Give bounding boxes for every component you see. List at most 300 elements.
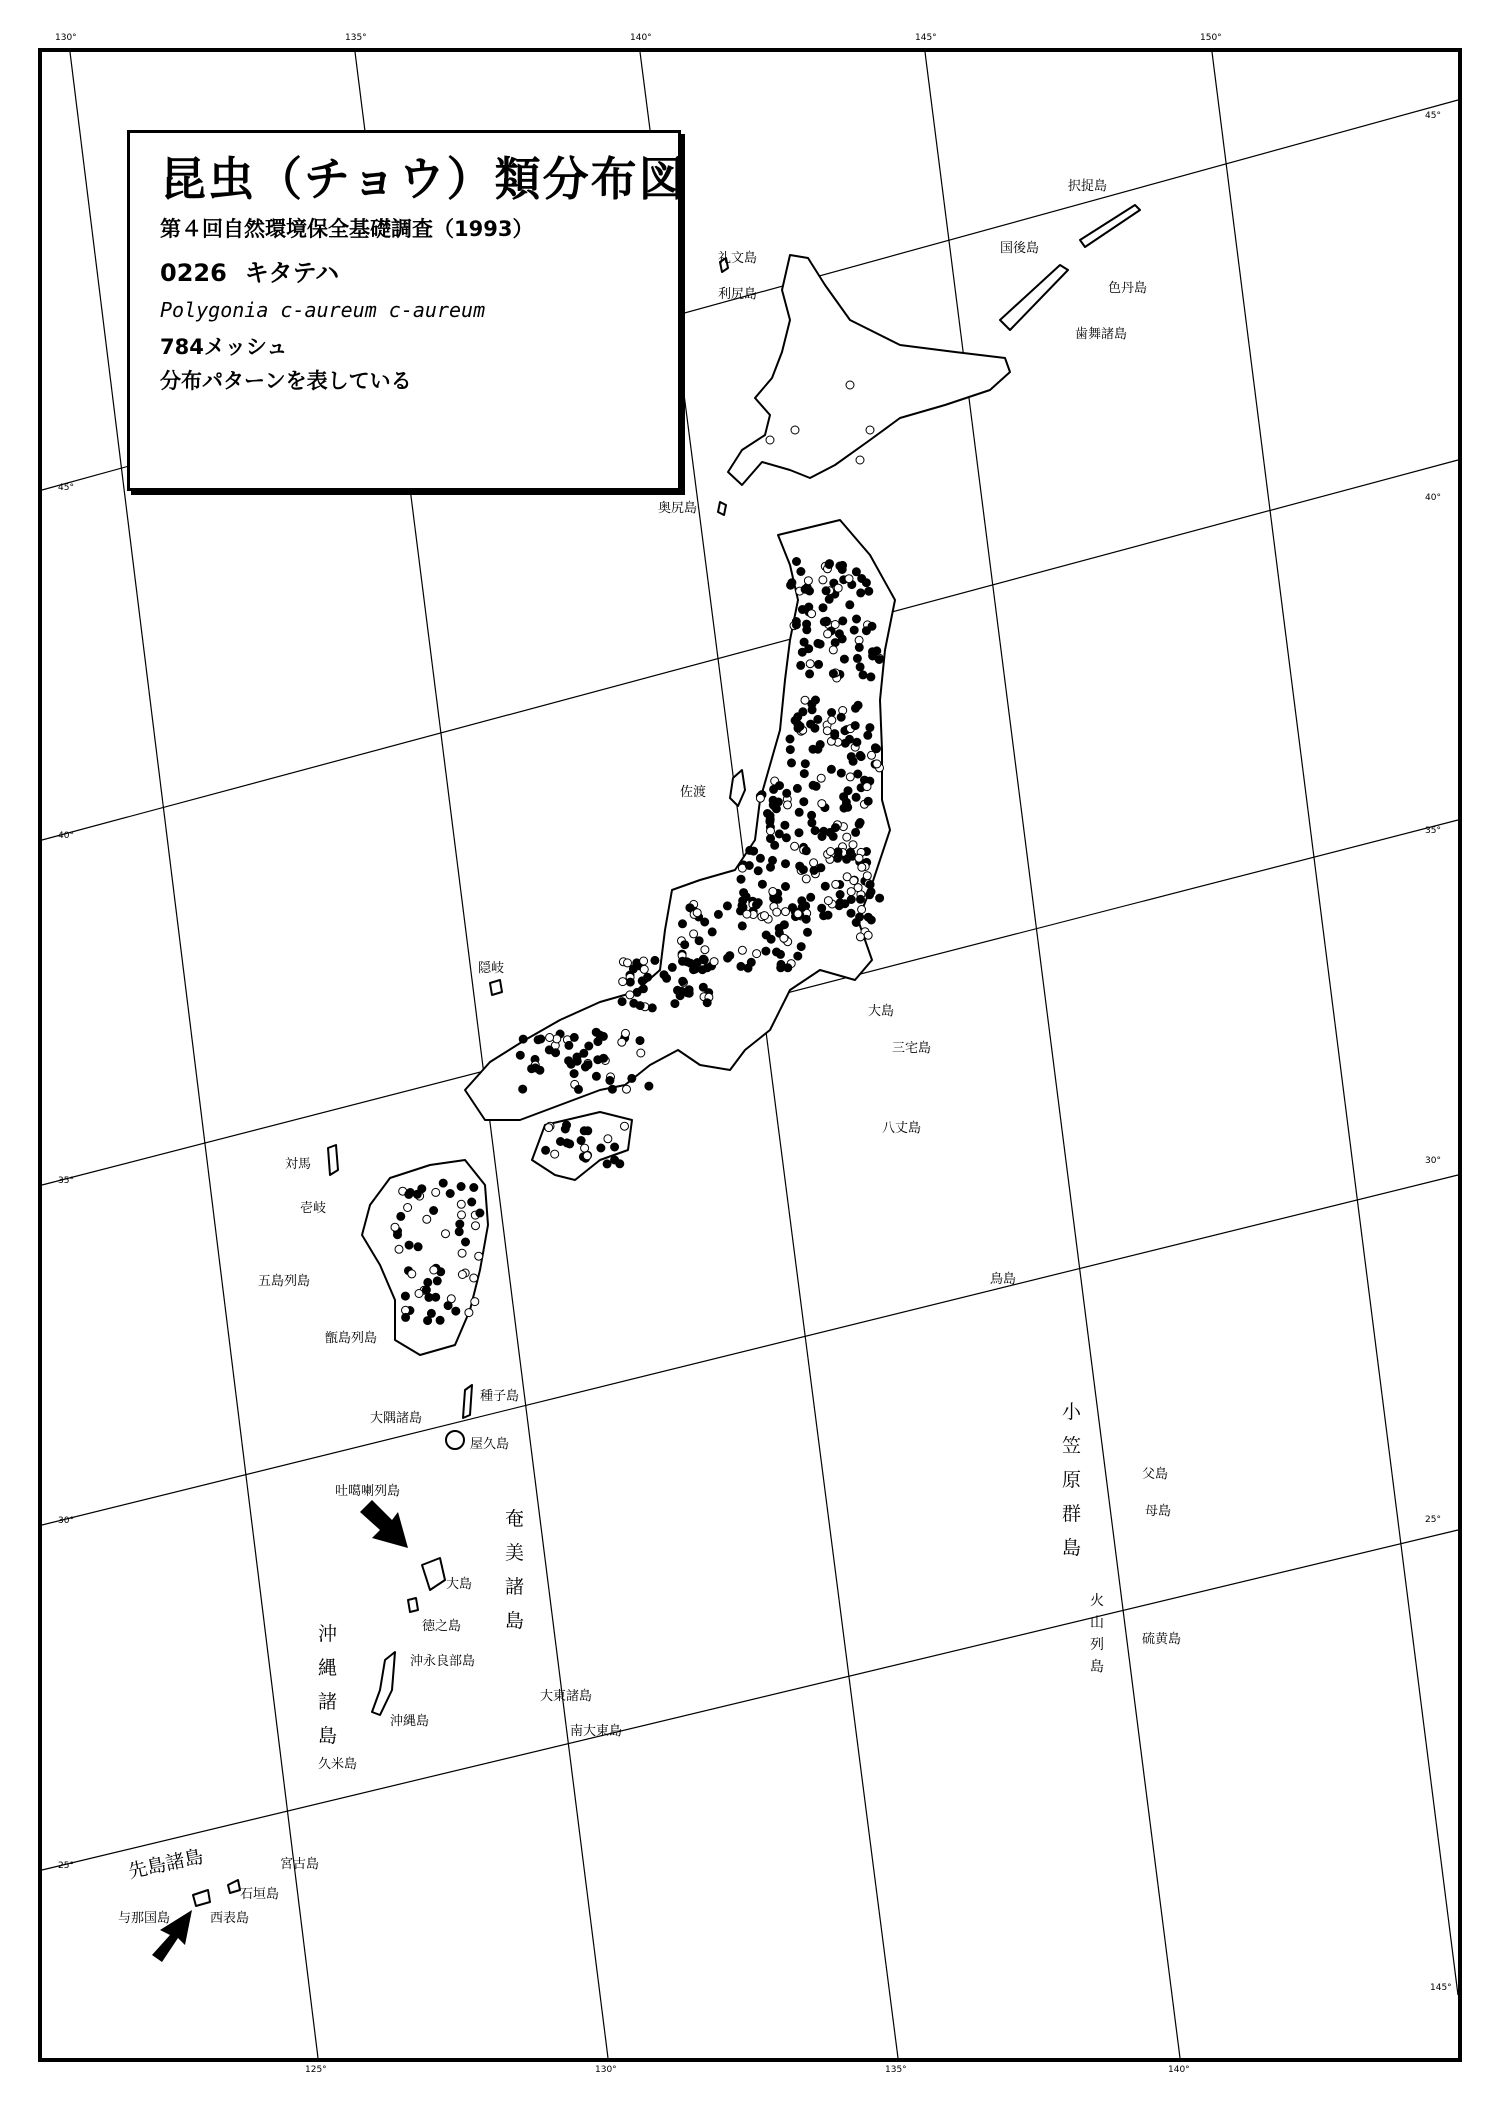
- filled-occurrence-dot: [433, 1277, 441, 1285]
- label-shikotan: 色丹島: [1108, 281, 1148, 296]
- filled-occurrence-dot: [836, 891, 844, 899]
- filled-occurrence-dot: [812, 696, 820, 704]
- bottom-label: 140°: [1168, 2065, 1190, 2075]
- filled-occurrence-dot: [847, 848, 855, 856]
- open-occurrence-dot: [794, 910, 802, 918]
- label-okinawa: 沖縄島: [390, 1714, 430, 1729]
- label-hachijo: 八丈島: [882, 1121, 922, 1136]
- label-habomai: 歯舞諸島: [1075, 327, 1128, 342]
- filled-occurrence-dot: [835, 630, 843, 638]
- open-occurrence-dot: [846, 381, 854, 389]
- filled-occurrence-dot: [856, 663, 864, 671]
- open-occurrence-dot: [784, 801, 792, 809]
- open-occurrence-dot: [863, 783, 871, 791]
- filled-occurrence-dot: [739, 903, 747, 911]
- kunashiri-island: [1000, 265, 1068, 330]
- filled-occurrence-dot: [828, 709, 836, 717]
- filled-occurrence-dot: [852, 828, 860, 836]
- open-occurrence-dot: [701, 946, 709, 954]
- filled-occurrence-dot: [452, 1307, 460, 1315]
- survey-name: 第４回自然環境保全基礎調査（1993）: [160, 217, 534, 241]
- label-sakishima: 先島諸島: [126, 1845, 206, 1883]
- filled-occurrence-dot: [699, 983, 707, 991]
- filled-occurrence-dot: [756, 854, 764, 862]
- label-tokunoshima: 徳之島: [422, 1619, 462, 1634]
- filled-occurrence-dot: [570, 1033, 578, 1041]
- filled-occurrence-dot: [394, 1231, 402, 1239]
- open-occurrence-dot: [545, 1124, 553, 1132]
- label-koshiki: 甑島列島: [325, 1331, 378, 1346]
- filled-occurrence-dot: [866, 724, 874, 732]
- right-label: 35°: [1425, 826, 1441, 836]
- filled-occurrence-dot: [455, 1228, 463, 1236]
- filled-occurrence-dot: [858, 575, 866, 583]
- top-label: 150°: [1200, 33, 1222, 43]
- open-occurrence-dot: [415, 1290, 423, 1298]
- filled-occurrence-dot: [780, 921, 788, 929]
- filled-occurrence-dot: [679, 957, 687, 965]
- open-occurrence-dot: [791, 426, 799, 434]
- filled-occurrence-dot: [808, 811, 816, 819]
- filled-occurrence-dot: [793, 558, 801, 566]
- label-ishigaki: 石垣島: [240, 1887, 280, 1902]
- open-occurrence-dot: [808, 610, 816, 618]
- filled-occurrence-dot: [847, 909, 855, 917]
- filled-occurrence-dot: [825, 561, 833, 569]
- open-occurrence-dot: [782, 908, 790, 916]
- filled-occurrence-dot: [783, 789, 791, 797]
- filled-occurrence-dot: [831, 731, 839, 739]
- filled-occurrence-dot: [837, 713, 845, 721]
- filled-occurrence-dot: [855, 643, 863, 651]
- open-occurrence-dot: [470, 1274, 478, 1282]
- filled-occurrence-dot: [844, 787, 852, 795]
- filled-occurrence-dot: [402, 1313, 410, 1321]
- open-occurrence-dot: [458, 1249, 466, 1257]
- open-occurrence-dot: [832, 880, 840, 888]
- filled-occurrence-dot: [820, 827, 828, 835]
- filled-occurrence-dot: [468, 1198, 476, 1206]
- okinawa-island: [372, 1652, 395, 1715]
- filled-occurrence-dot: [422, 1286, 430, 1294]
- top-label: 145°: [915, 33, 937, 43]
- open-occurrence-dot: [423, 1215, 431, 1223]
- filled-occurrence-dot: [809, 745, 817, 753]
- open-occurrence-dot: [432, 1188, 440, 1196]
- filled-occurrence-dot: [519, 1085, 527, 1093]
- open-occurrence-dot: [621, 1122, 629, 1130]
- filled-occurrence-dot: [531, 1064, 539, 1072]
- scientific-name: Polygonia c-aureum c-aureum: [160, 298, 486, 322]
- tsushima-island: [328, 1145, 338, 1175]
- filled-occurrence-dot: [840, 804, 848, 812]
- label-amami-group: 奄美諸島: [505, 1508, 525, 1632]
- filled-occurrence-dot: [868, 622, 876, 630]
- filled-occurrence-dot: [557, 1138, 565, 1146]
- label-chichijima: 父島: [1142, 1467, 1169, 1482]
- open-occurrence-dot: [604, 1135, 612, 1143]
- filled-occurrence-dot: [397, 1212, 405, 1220]
- label-yonaguni: 与那国島: [118, 1911, 171, 1926]
- filled-occurrence-dot: [764, 810, 772, 818]
- open-occurrence-dot: [475, 1252, 483, 1260]
- filled-occurrence-dot: [854, 701, 862, 709]
- filled-occurrence-dot: [808, 819, 816, 827]
- filled-occurrence-dot: [853, 615, 861, 623]
- label-osumi: 大隅諸島: [370, 1411, 423, 1426]
- filled-occurrence-dot: [771, 841, 779, 849]
- filled-occurrence-dot: [737, 875, 745, 883]
- filled-occurrence-dot: [775, 830, 783, 838]
- filled-occurrence-dot: [516, 1051, 524, 1059]
- filled-occurrence-dot: [836, 899, 844, 907]
- filled-occurrence-dot: [865, 587, 873, 595]
- open-occurrence-dot: [583, 1152, 591, 1160]
- filled-occurrence-dot: [611, 1143, 619, 1151]
- filled-occurrence-dot: [798, 648, 806, 656]
- left-label: 40°: [58, 831, 74, 841]
- open-occurrence-dot: [829, 646, 837, 654]
- bottom-label: 125°: [305, 2065, 327, 2075]
- open-occurrence-dot: [817, 774, 825, 782]
- open-occurrence-dot: [846, 773, 854, 781]
- filled-occurrence-dot: [800, 638, 808, 646]
- filled-occurrence-dot: [856, 751, 864, 759]
- label-tsushima: 対馬: [285, 1157, 312, 1172]
- filled-occurrence-dot: [820, 912, 828, 920]
- filled-occurrence-dot: [817, 864, 825, 872]
- filled-occurrence-dot: [799, 708, 807, 716]
- filled-occurrence-dot: [800, 798, 808, 806]
- top-label: 130°: [55, 33, 77, 43]
- filled-occurrence-dot: [829, 670, 837, 678]
- filled-occurrence-dot: [565, 1041, 573, 1049]
- filled-occurrence-dot: [405, 1241, 413, 1249]
- left-label: 35°: [58, 1176, 74, 1186]
- open-occurrence-dot: [640, 957, 648, 965]
- open-occurrence-dot: [873, 760, 881, 768]
- filled-occurrence-dot: [703, 964, 711, 972]
- filled-occurrence-dot: [864, 797, 872, 805]
- filled-occurrence-dot: [819, 604, 827, 612]
- filled-occurrence-dot: [738, 922, 746, 930]
- filled-occurrence-dot: [599, 1032, 607, 1040]
- filled-occurrence-dot: [597, 1144, 605, 1152]
- filled-occurrence-dot: [430, 1207, 438, 1215]
- filled-occurrence-dot: [660, 971, 668, 979]
- filled-occurrence-dot: [424, 1278, 432, 1286]
- filled-occurrence-dot: [457, 1183, 465, 1191]
- label-etorofu: 択捉島: [1068, 179, 1108, 194]
- label-sado: 佐渡: [680, 785, 707, 800]
- filled-occurrence-dot: [853, 654, 861, 662]
- open-occurrence-dot: [553, 1035, 561, 1043]
- legend-box: [127, 130, 687, 491]
- open-occurrence-dot: [623, 1085, 631, 1093]
- label-tokara: 吐噶喇列島: [335, 1484, 401, 1499]
- filled-occurrence-dot: [762, 947, 770, 955]
- open-occurrence-dot: [546, 1034, 554, 1042]
- filled-occurrence-dot: [645, 1082, 653, 1090]
- filled-occurrence-dot: [753, 901, 761, 909]
- right-label: 30°: [1425, 1156, 1441, 1166]
- filled-occurrence-dot: [446, 1190, 454, 1198]
- filled-occurrence-dot: [770, 785, 778, 793]
- open-occurrence-dot: [753, 950, 761, 958]
- species-line: [160, 253, 339, 288]
- filled-occurrence-dot: [793, 784, 801, 792]
- sakishima-label: [126, 1846, 205, 1883]
- open-occurrence-dot: [618, 1038, 626, 1046]
- label-iriomote: 西表島: [210, 1911, 250, 1926]
- tanegashima-island: [463, 1385, 472, 1418]
- filled-occurrence-dot: [566, 1140, 574, 1148]
- filled-occurrence-dot: [708, 928, 716, 936]
- filled-occurrence-dot: [822, 618, 830, 626]
- indicator-arrows: [152, 1500, 408, 1962]
- filled-occurrence-dot: [575, 1085, 583, 1093]
- filled-occurrence-dot: [769, 801, 777, 809]
- filled-occurrence-dot: [782, 883, 790, 891]
- filled-occurrence-dot: [585, 1042, 593, 1050]
- label-rebun: 礼文島: [718, 251, 758, 266]
- okushiri-island: [718, 502, 726, 515]
- filled-occurrence-dot: [737, 962, 745, 970]
- filled-occurrence-dot: [629, 965, 637, 973]
- open-occurrence-dot: [850, 877, 858, 885]
- open-occurrence-dot: [458, 1211, 466, 1219]
- filled-occurrence-dot: [701, 918, 709, 926]
- label-kunashiri: 国後島: [1000, 241, 1040, 256]
- filled-occurrence-dot: [804, 928, 812, 936]
- open-occurrence-dot: [690, 930, 698, 938]
- filled-occurrence-dot: [857, 895, 865, 903]
- open-occurrence-dot: [818, 800, 826, 808]
- label-oshima: 大島: [868, 1004, 895, 1019]
- filled-occurrence-dot: [573, 1057, 581, 1065]
- filled-occurrence-dot: [806, 670, 814, 678]
- open-occurrence-dot: [864, 931, 872, 939]
- species-code: 0226: [160, 259, 227, 287]
- filled-occurrence-dot: [724, 954, 732, 962]
- filled-occurrence-dot: [611, 1156, 619, 1164]
- label-ogasawara-group: 小笠原群島: [1062, 1401, 1082, 1559]
- filled-occurrence-dot: [864, 913, 872, 921]
- label-tanegashima: 種子島: [480, 1389, 520, 1404]
- open-occurrence-dot: [858, 863, 866, 871]
- filled-occurrence-dot: [786, 735, 794, 743]
- filled-occurrence-dot: [700, 956, 708, 964]
- filled-occurrence-dot: [754, 867, 762, 875]
- filled-occurrence-dot: [679, 977, 687, 985]
- filled-occurrence-dot: [846, 601, 854, 609]
- label-rishiri: 利尻島: [718, 287, 758, 302]
- open-occurrence-dot: [828, 716, 836, 724]
- filled-occurrence-dot: [639, 985, 647, 993]
- label-yakushima: 屋久島: [470, 1437, 510, 1452]
- filled-occurrence-dot: [822, 587, 830, 595]
- filled-occurrence-dot: [808, 706, 816, 714]
- mesh-count: 784メッシュ: [160, 335, 288, 359]
- filled-occurrence-dot: [626, 978, 634, 986]
- filled-occurrence-dot: [854, 770, 862, 778]
- label-miyako: 宮古島: [280, 1857, 320, 1872]
- filled-occurrence-dot: [798, 606, 806, 614]
- filled-occurrence-dot: [594, 1056, 602, 1064]
- open-occurrence-dot: [847, 888, 855, 896]
- open-occurrence-dot: [791, 842, 799, 850]
- filled-occurrence-dot: [797, 568, 805, 576]
- filled-occurrence-dot: [552, 1049, 560, 1057]
- filled-occurrence-dot: [836, 562, 844, 570]
- top-label: 135°: [345, 33, 367, 43]
- species-name: キタテハ: [244, 259, 340, 287]
- open-occurrence-dot: [773, 908, 781, 916]
- filled-occurrence-dot: [401, 1292, 409, 1300]
- filled-occurrence-dot: [456, 1220, 464, 1228]
- open-occurrence-dot: [404, 1204, 412, 1212]
- filled-occurrence-dot: [651, 956, 659, 964]
- label-okushiri: 奥尻島: [658, 501, 698, 516]
- open-occurrence-dot: [767, 827, 775, 835]
- open-occurrence-dot: [457, 1200, 465, 1208]
- filled-occurrence-dot: [866, 881, 874, 889]
- bottom-label: 135°: [885, 2065, 907, 2075]
- label-okinoerabu: 沖永良部島: [410, 1654, 476, 1669]
- open-occurrence-dot: [622, 1029, 630, 1037]
- filled-occurrence-dot: [851, 722, 859, 730]
- open-occurrence-dot: [824, 630, 832, 638]
- open-occurrence-dot: [430, 1266, 438, 1274]
- open-occurrence-dot: [471, 1298, 479, 1306]
- filled-occurrence-dot: [818, 904, 826, 912]
- bottom-label: 130°: [595, 2065, 617, 2075]
- ishigaki-island: [228, 1880, 240, 1893]
- open-occurrence-dot: [843, 833, 851, 841]
- open-occurrence-dot: [845, 575, 853, 583]
- label-oki: 隠岐: [478, 961, 505, 976]
- open-occurrence-dot: [756, 794, 764, 802]
- right-label: 40°: [1425, 493, 1441, 503]
- filled-occurrence-dot: [758, 880, 766, 888]
- open-occurrence-dot: [710, 958, 718, 966]
- filled-occurrence-dot: [815, 660, 823, 668]
- filled-occurrence-dot: [427, 1309, 435, 1317]
- filled-occurrence-dot: [852, 568, 860, 576]
- open-occurrence-dot: [458, 1271, 466, 1279]
- open-occurrence-dot: [442, 1230, 450, 1238]
- open-occurrence-dot: [801, 696, 809, 704]
- label-kume: 久米島: [318, 1757, 358, 1772]
- filled-occurrence-dot: [685, 989, 693, 997]
- filled-occurrence-dot: [792, 621, 800, 629]
- oki-islands: [490, 980, 502, 995]
- filled-occurrence-dot: [414, 1243, 422, 1251]
- filled-occurrence-dot: [519, 1035, 527, 1043]
- filled-occurrence-dot: [537, 1035, 545, 1043]
- filled-occurrence-dot: [723, 902, 731, 910]
- filled-occurrence-dot: [628, 1074, 636, 1082]
- filled-occurrence-dot: [671, 1000, 679, 1008]
- filled-occurrence-dot: [795, 808, 803, 816]
- right-label: 45°: [1425, 111, 1441, 121]
- label-okinawa-group: 沖縄諸島: [318, 1623, 338, 1747]
- filled-occurrence-dot: [853, 738, 861, 746]
- label-hahajima: 母島: [1145, 1504, 1172, 1519]
- filled-occurrence-dot: [681, 941, 689, 949]
- filled-occurrence-dot: [859, 671, 867, 679]
- filled-occurrence-dot: [855, 820, 863, 828]
- filled-occurrence-dot: [406, 1189, 414, 1197]
- filled-occurrence-dot: [837, 769, 845, 777]
- right-label: 25°: [1425, 1515, 1441, 1525]
- left-label: 45°: [58, 483, 74, 493]
- filled-occurrence-dot: [439, 1179, 447, 1187]
- filled-occurrence-dot: [807, 893, 815, 901]
- bottom-label: 145°: [1430, 1983, 1452, 1993]
- filled-occurrence-dot: [636, 1037, 644, 1045]
- filled-occurrence-dot: [679, 920, 687, 928]
- filled-occurrence-dot: [580, 1127, 588, 1135]
- filled-occurrence-dot: [476, 1209, 484, 1217]
- open-occurrence-dot: [761, 912, 769, 920]
- open-occurrence-dot: [395, 1245, 403, 1253]
- open-occurrence-dot: [391, 1223, 399, 1231]
- open-occurrence-dot: [465, 1309, 473, 1317]
- filled-occurrence-dot: [811, 827, 819, 835]
- filled-occurrence-dot: [769, 856, 777, 864]
- filled-occurrence-dot: [809, 781, 817, 789]
- filled-occurrence-dot: [762, 931, 770, 939]
- amami-oshima-island: [422, 1558, 445, 1590]
- tokunoshima-island: [408, 1598, 418, 1612]
- open-occurrence-dot: [780, 934, 788, 942]
- open-occurrence-dot: [866, 426, 874, 434]
- open-occurrence-dot: [868, 751, 876, 759]
- yakushima-island: [446, 1431, 464, 1449]
- filled-occurrence-dot: [794, 952, 802, 960]
- open-occurrence-dot: [637, 1049, 645, 1057]
- open-occurrence-dot: [806, 660, 814, 668]
- open-occurrence-dot: [834, 584, 842, 592]
- top-label: 140°: [630, 33, 652, 43]
- open-occurrence-dot: [551, 1150, 559, 1158]
- filled-occurrence-dot: [795, 829, 803, 837]
- filled-occurrence-dot: [787, 581, 795, 589]
- filled-occurrence-dot: [606, 1077, 614, 1085]
- filled-occurrence-dot: [786, 746, 794, 754]
- filled-occurrence-dot: [563, 1121, 571, 1129]
- filled-occurrence-dot: [864, 731, 872, 739]
- filled-occurrence-dot: [608, 1085, 616, 1093]
- filled-occurrence-dot: [714, 910, 722, 918]
- open-occurrence-dot: [804, 577, 812, 585]
- filled-occurrence-dot: [636, 1002, 644, 1010]
- filled-occurrence-dot: [695, 937, 703, 945]
- open-occurrence-dot: [855, 854, 863, 862]
- filled-occurrence-dot: [814, 639, 822, 647]
- legend-note: 分布パターンを表している: [160, 369, 412, 393]
- sado-island: [730, 770, 745, 806]
- filled-occurrence-dot: [876, 894, 884, 902]
- left-label: 30°: [58, 1516, 74, 1526]
- filled-occurrence-dot: [871, 744, 879, 752]
- open-occurrence-dot: [858, 906, 866, 914]
- filled-occurrence-dot: [807, 720, 815, 728]
- filled-occurrence-dot: [570, 1070, 578, 1078]
- etorofu-island: [1080, 205, 1140, 247]
- label-iki: 壱岐: [300, 1201, 327, 1216]
